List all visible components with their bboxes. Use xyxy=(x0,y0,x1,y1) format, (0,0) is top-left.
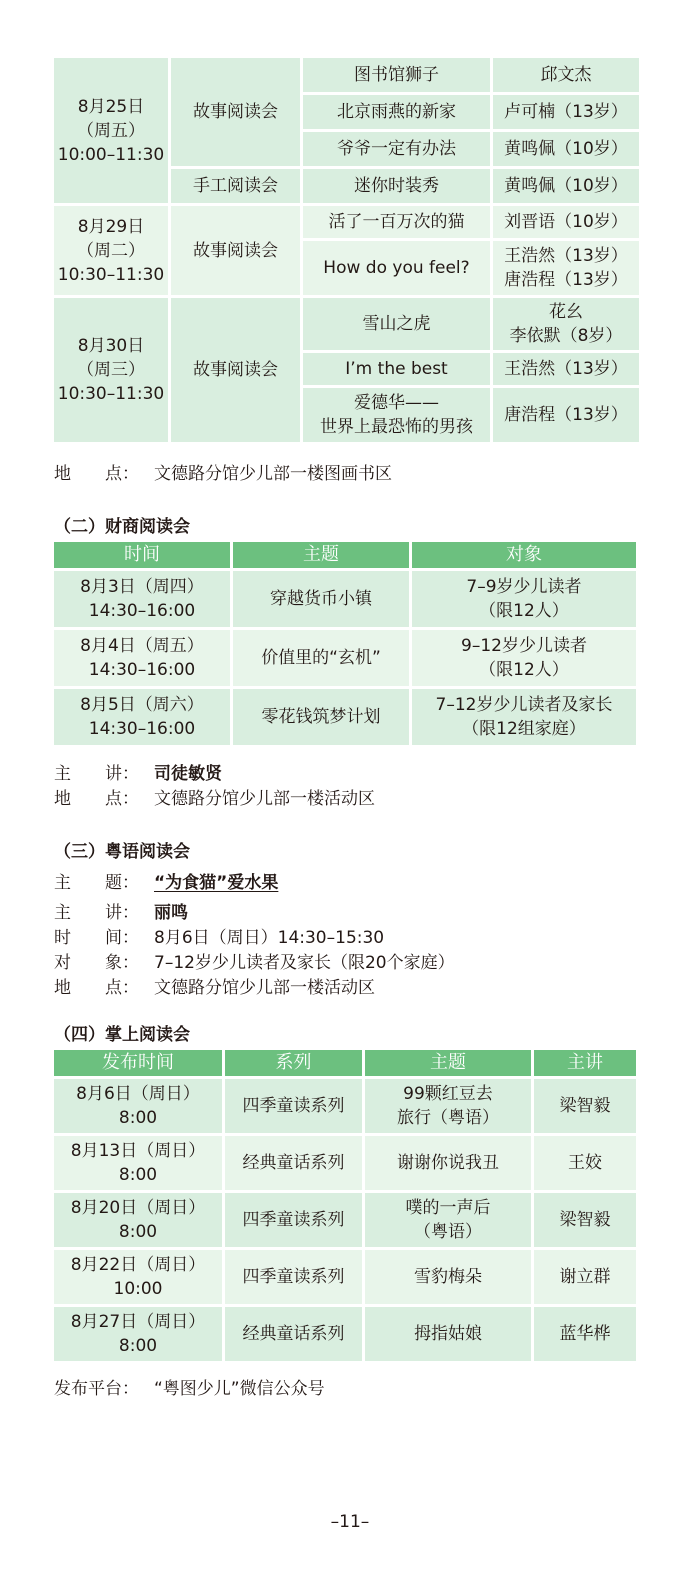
target-cell xyxy=(412,689,636,745)
speaker-cell: 王浩然（13岁） xyxy=(493,353,639,385)
table-row xyxy=(54,630,636,686)
online-reading-table xyxy=(51,1047,639,1364)
topic-cell: 谢谢你说我丑 xyxy=(365,1136,531,1190)
platform-value: “粤图少儿”微信公众号 xyxy=(154,1379,325,1399)
time-value: 8月6日（周日）14:30–15:30 xyxy=(154,928,385,948)
series-cell: 四季童读系列 xyxy=(225,1079,362,1133)
speaker-cell: 蓝华桦 xyxy=(534,1307,636,1361)
header-topic: 主题 xyxy=(233,542,409,568)
title-cell: 迷你时装秀 xyxy=(303,169,490,203)
topic-cell: 价值里的“玄机” xyxy=(233,630,409,686)
target-limit: （限12人） xyxy=(479,601,569,621)
time: 8:00 xyxy=(118,1108,158,1128)
cantonese-target-line xyxy=(54,951,455,975)
title-cell: 雪山之虎 xyxy=(303,298,490,350)
date-cell xyxy=(54,1136,222,1190)
story-location-line xyxy=(54,462,392,486)
topic-cell xyxy=(365,1193,531,1247)
target-key: 对 象： xyxy=(54,953,139,973)
title-cell: I’m the best xyxy=(303,353,490,385)
date: 8月6日（周日） xyxy=(76,1084,200,1104)
header-target: 对象 xyxy=(412,542,636,568)
table-row xyxy=(54,571,636,627)
speaker-line: 花幺 xyxy=(549,302,583,322)
speaker-cell: 卢可楠（13岁） xyxy=(493,95,639,129)
speaker-value: 丽鸣 xyxy=(154,903,188,923)
speaker-key: 主 讲： xyxy=(54,903,139,923)
speaker-cell: 梁智毅 xyxy=(534,1079,636,1133)
cantonese-location-line xyxy=(54,976,375,1000)
speaker-line: 李依默（8岁） xyxy=(509,326,623,346)
series-cell: 四季童读系列 xyxy=(225,1250,362,1304)
title-cell: How do you feel? xyxy=(303,241,490,295)
topic-cell: 零花钱筑梦计划 xyxy=(233,689,409,745)
speaker-cell: 梁智毅 xyxy=(534,1193,636,1247)
weekday: （周二） xyxy=(77,240,145,261)
location-value: 文德路分馆少儿部一楼活动区 xyxy=(154,789,375,809)
type-cell: 故事阅读会 xyxy=(171,206,300,295)
topic-cell xyxy=(365,1079,531,1133)
series-cell: 四季童读系列 xyxy=(225,1193,362,1247)
time: 10:30–11:30 xyxy=(57,384,165,404)
topic-cell: 穿越货币小镇 xyxy=(233,571,409,627)
speaker-value: 司徒敏贤 xyxy=(154,764,222,784)
location-key: 地 点： xyxy=(54,464,139,484)
target: 7–9岁少儿读者 xyxy=(466,577,582,597)
speaker-cell xyxy=(493,298,639,350)
date: 8月29日 xyxy=(77,216,145,237)
speaker-cell: 王姣 xyxy=(534,1136,636,1190)
date-cell xyxy=(54,1079,222,1133)
topic-cell: 拇指姑娘 xyxy=(365,1307,531,1361)
cantonese-speaker-line xyxy=(54,901,188,925)
table-row xyxy=(54,1079,636,1133)
target-limit: （限12组家庭） xyxy=(462,719,586,739)
location-key: 地 点： xyxy=(54,978,139,998)
section2-heading: （二）财商阅读会 xyxy=(54,517,190,537)
table-row xyxy=(54,1193,636,1247)
speaker-cell: 谢立群 xyxy=(534,1250,636,1304)
speaker-cell: 刘晋语（10岁） xyxy=(493,206,639,238)
topic: 99颗红豆去 xyxy=(403,1084,493,1104)
target-limit: （限12人） xyxy=(479,660,569,680)
topic: 噗的一声后 xyxy=(405,1198,491,1218)
type-cell: 故事阅读会 xyxy=(171,58,300,166)
date: 8月30日 xyxy=(77,336,145,356)
speaker-line: 唐浩程（13岁） xyxy=(504,270,628,290)
speaker-cell: 黄鸣佩（10岁） xyxy=(493,132,639,166)
table-row xyxy=(54,1307,636,1361)
date-cell xyxy=(54,298,168,442)
location-value: 文德路分馆少儿部一楼活动区 xyxy=(154,978,375,998)
weekday: （周五） xyxy=(77,120,145,141)
weekday: （周三） xyxy=(77,360,145,380)
platform-key: 发布平台： xyxy=(54,1379,139,1399)
date: 8月3日（周四） xyxy=(80,577,204,597)
date-cell xyxy=(54,689,230,745)
table-row xyxy=(54,1250,636,1304)
topic-line2: 旅行（粤语） xyxy=(397,1108,499,1128)
speaker-line: 王浩然（13岁） xyxy=(504,246,628,266)
topic-key: 主 题： xyxy=(54,873,139,893)
target-cell xyxy=(412,571,636,627)
finance-location-line xyxy=(54,787,375,811)
title-line: 爱德华—— xyxy=(354,393,439,413)
cantonese-time-line xyxy=(54,926,384,950)
time: 10:30–11:30 xyxy=(57,264,165,285)
speaker-cell xyxy=(493,241,639,295)
header-time: 时间 xyxy=(54,542,230,568)
series-cell: 经典童话系列 xyxy=(225,1307,362,1361)
header-publish-time: 发布时间 xyxy=(54,1050,222,1076)
speaker-key: 主 讲： xyxy=(54,764,139,784)
title-cell: 活了一百万次的猫 xyxy=(303,206,490,238)
time-key: 时 间： xyxy=(54,928,139,948)
time: 10:00–11:30 xyxy=(57,144,165,165)
title-cell xyxy=(303,388,490,442)
topic-cell: 雪豹梅朵 xyxy=(365,1250,531,1304)
date-cell xyxy=(54,58,168,203)
date: 8月13日（周日） xyxy=(70,1141,206,1161)
speaker-cell: 黄鸣佩（10岁） xyxy=(493,169,639,203)
target-cell xyxy=(412,630,636,686)
date-cell xyxy=(54,1193,222,1247)
time: 14:30–16:00 xyxy=(88,601,196,621)
title-line: 世界上最恐怖的男孩 xyxy=(320,417,473,437)
header-speaker: 主讲 xyxy=(534,1050,636,1076)
date: 8月27日（周日） xyxy=(70,1312,206,1332)
date: 8月5日（周六） xyxy=(80,695,204,715)
date-cell xyxy=(54,1250,222,1304)
time: 10:00 xyxy=(113,1279,163,1299)
target: 7–12岁少儿读者及家长 xyxy=(435,695,613,715)
story-reading-table xyxy=(51,55,642,445)
header-topic: 主题 xyxy=(365,1050,531,1076)
type-cell: 手工阅读会 xyxy=(171,169,300,203)
platform-line xyxy=(54,1377,325,1401)
table-row xyxy=(54,689,636,745)
speaker-cell: 邱文杰 xyxy=(493,58,639,92)
time: 14:30–16:00 xyxy=(88,719,196,739)
title-cell: 北京雨燕的新家 xyxy=(303,95,490,129)
header-series: 系列 xyxy=(225,1050,362,1076)
section4-heading: （四）掌上阅读会 xyxy=(54,1025,190,1045)
finance-reading-table xyxy=(51,539,639,748)
section3-heading: （三）粤语阅读会 xyxy=(54,842,190,862)
location-value: 文德路分馆少儿部一楼图画书区 xyxy=(154,464,392,484)
time: 8:00 xyxy=(118,1165,158,1185)
date-cell xyxy=(54,630,230,686)
time: 8:00 xyxy=(118,1222,158,1242)
target-value: 7–12岁少儿读者及家长（限20个家庭） xyxy=(154,953,455,973)
cantonese-topic-line xyxy=(54,871,278,895)
date: 8月20日（周日） xyxy=(70,1198,206,1218)
target: 9–12岁少儿读者 xyxy=(461,636,587,656)
date-cell xyxy=(54,1307,222,1361)
table-row xyxy=(54,1136,636,1190)
series-cell: 经典童话系列 xyxy=(225,1136,362,1190)
page-number: –11– xyxy=(330,1512,370,1532)
date-cell xyxy=(54,206,168,295)
time: 8:00 xyxy=(118,1336,158,1356)
speaker-cell: 唐浩程（13岁） xyxy=(493,388,639,442)
topic-value: “为食猫”爱水果 xyxy=(154,873,279,893)
finance-speaker-line xyxy=(54,762,222,786)
location-key: 地 点： xyxy=(54,789,139,809)
time: 14:30–16:00 xyxy=(88,660,196,680)
date: 8月22日（周日） xyxy=(70,1255,206,1275)
date: 8月25日 xyxy=(77,96,145,117)
title-cell: 爷爷一定有办法 xyxy=(303,132,490,166)
title-cell: 图书馆狮子 xyxy=(303,58,490,92)
date-cell xyxy=(54,571,230,627)
topic-line2: （粤语） xyxy=(414,1222,482,1242)
date: 8月4日（周五） xyxy=(80,636,204,656)
type-cell: 故事阅读会 xyxy=(171,298,300,442)
